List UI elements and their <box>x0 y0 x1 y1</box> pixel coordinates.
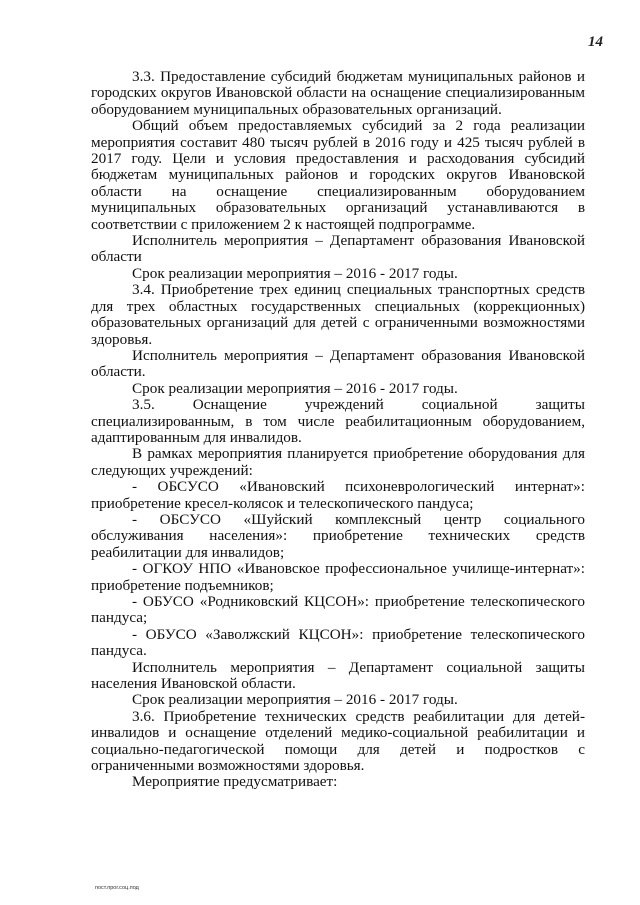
paragraph-provides: Мероприятие предусматривает: <box>132 773 338 791</box>
paragraph-3-4-heading: 3.4. Приобретение трех единиц специальных транспортных средств для трех областных государственных специальных (коррекционных) образовательных организаций для детей с ограниченными возможностями здоровья. <box>91 281 585 348</box>
paragraph-term: Срок реализации мероприятия – 2016 - 2017 годы. <box>132 264 458 282</box>
document-body <box>91 69 585 791</box>
footer-file-code: пост.прог.соц.под <box>95 885 139 891</box>
list-item-institution: - ОБУСО «Заволжский КЦСОН»: приобретение телескопического пандуса. <box>91 625 585 660</box>
page-number: 14 <box>588 34 603 50</box>
paragraph-3-6-heading: 3.6. Приобретение технических средств реабилитации для детей-инвалидов и оснащение отделений медико-социальной реабилитации и социально-педагогической помощи для детей и подростков с ограниченными возможностями здоровья. <box>91 707 585 775</box>
paragraph-executor: Исполнитель мероприятия – Департамент образования Ивановской области. <box>91 346 585 381</box>
paragraph-executor: Исполнитель мероприятия – Департамент социальной защиты населения Ивановской области. <box>91 658 585 693</box>
paragraph-term: Срок реализации мероприятия – 2016 - 2017 годы. <box>132 691 458 709</box>
paragraph-equipment-intro: В рамках мероприятия планируется приобретение оборудования для следующих учреждений: <box>91 445 585 479</box>
paragraph-term: Срок реализации мероприятия – 2016 - 2017 годы. <box>132 379 458 397</box>
list-item-institution: - ОБСУСО «Ивановский психоневрологический интернат»: приобретение кресел-колясок и телескопического пандуса; <box>91 478 585 512</box>
list-item-institution: - ОБУСО «Родниковский КЦСОН»: приобретение телескопического пандуса; <box>91 593 585 627</box>
paragraph-executor: Исполнитель мероприятия – Департамент образования Ивановской области <box>91 232 585 266</box>
paragraph-3-3-heading: 3.3. Предоставление субсидий бюджетам муниципальных районов и городских округов Ивановской области на оснащение специализированным оборудованием муниципальных образовательных организаций. <box>91 68 585 118</box>
paragraph-subsidy-volume: Общий объем предоставляемых субсидий за 2 года реализации мероприятия составит 480 тысяч рублей в 2016 году и 425 тысяч рублей в 2017 году. Цели и условия предоставления и расходования субсидий бюджетам муниципальных районов и городских округов Ивановской области на оснащение специализированным оборудованием муниципальных образовательных организаций устанавливаются в соответствии с приложением 2 к настоящей подпрограмме. <box>91 117 585 233</box>
paragraph-3-5-heading: 3.5. Оснащение учреждений социальной защиты специализированным, в том числе реабилитационным оборудованием, адаптированным для инвалидов. <box>91 396 585 446</box>
list-item-institution: - ОГКОУ НПО «Ивановское профессиональное училище-интернат»: приобретение подъемников; <box>91 560 585 594</box>
list-item-institution: - ОБСУСО «Шуйский комплексный центр социального обслуживания населения»: приобретение технических средств реабилитации для инвалидов; <box>91 510 585 561</box>
